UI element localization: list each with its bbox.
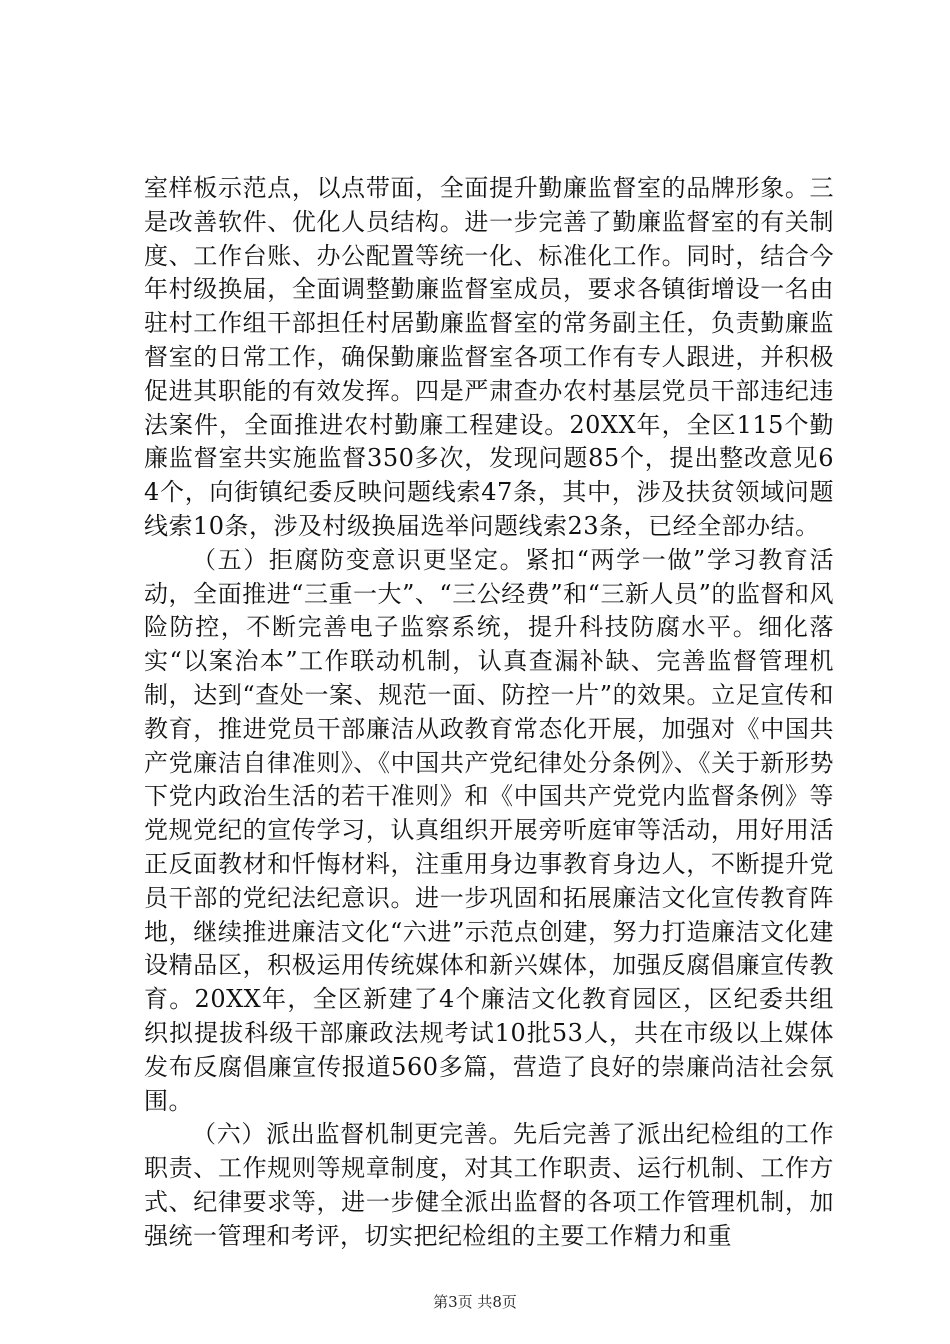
paragraph-section-six: （六）派出监督机制更完善。先后完善了派出纪检组的工作职责、工作规则等规章制度，对其工作职责、运行机制、工作方式、纪律要求等，进一步健全派出监督的各项工作管理机制，加强统一管理和考评，切实把纪检组的主要工作精力和重 <box>144 1120 834 1250</box>
page-number-footer: 第3页 共8页 <box>433 1293 517 1311</box>
paragraph-section-five: （五）拒腐防变意识更坚定。紧扣“两学一做”学习教育活动，全面推进“三重一大”、“三公经费”和“三新人员”的监督和风险防控，不断完善电子监察系统，提升科技防腐水平。细化落实“以案治本”工作联动机制，认真查漏补缺、完善监督管理机制，达到“查处一案、规范一面、防控一片”的效果。立足宣传和教育，推进党员干部廉洁从政教育常态化开展，加强对《中国共产党廉洁自律准则》、《中国共产党纪律处分条例》、《关于新形势下党内政治生活的若干准则》和《中国共产党党内监督条例》等党规党纪的宣传学习，认真组织开展旁听庭审等活动，用好用活正反面教材和忏悔材料，注重用身边事教育身边人，不断提升党员干部的党纪法纪意识。进一步巩固和拓展廉洁文化宣传教育阵地，继续推进廉洁文化“六进”示范点创建，努力打造廉洁文化建设精品区，积极运用传统媒体和新兴媒体，加强反腐倡廉宣传教育。20XX年，全区新建了4个廉洁文化教育园区，区纪委共组织拟提拔科级干部廉政法规考试10批53人，共在市级以上媒体发布反腐倡廉宣传报道560多篇，营造了良好的崇廉尚洁社会氛围。 <box>144 545 834 1115</box>
paragraph-continued: 室样板示范点，以点带面，全面提升勤廉监督室的品牌形象。三是改善软件、优化人员结构。进一步完善了勤廉监督室的有关制度、工作台账、办公配置等统一化、标准化工作。同时，结合今年村级换届，全面调整勤廉监督室成员，要求各镇街增设一名由驻村工作组干部担任村居勤廉监督室的常务副主任，负责勤廉监督室的日常工作，确保勤廉监督室各项工作有专人跟进，并积极促进其职能的有效发挥。四是严肃查办农村基层党员干部违纪违法案件，全面推进农村勤廉工程建设。20XX年，全区115个勤廉监督室共实施监督350多次，发现问题85个，提出整改意见64个，向街镇纪委反映问题线索47条，其中，涉及扶贫领域问题线索10条，涉及村级换届选举问题线索23条，已经全部办结。 <box>144 174 834 540</box>
document-body <box>144 172 834 1254</box>
